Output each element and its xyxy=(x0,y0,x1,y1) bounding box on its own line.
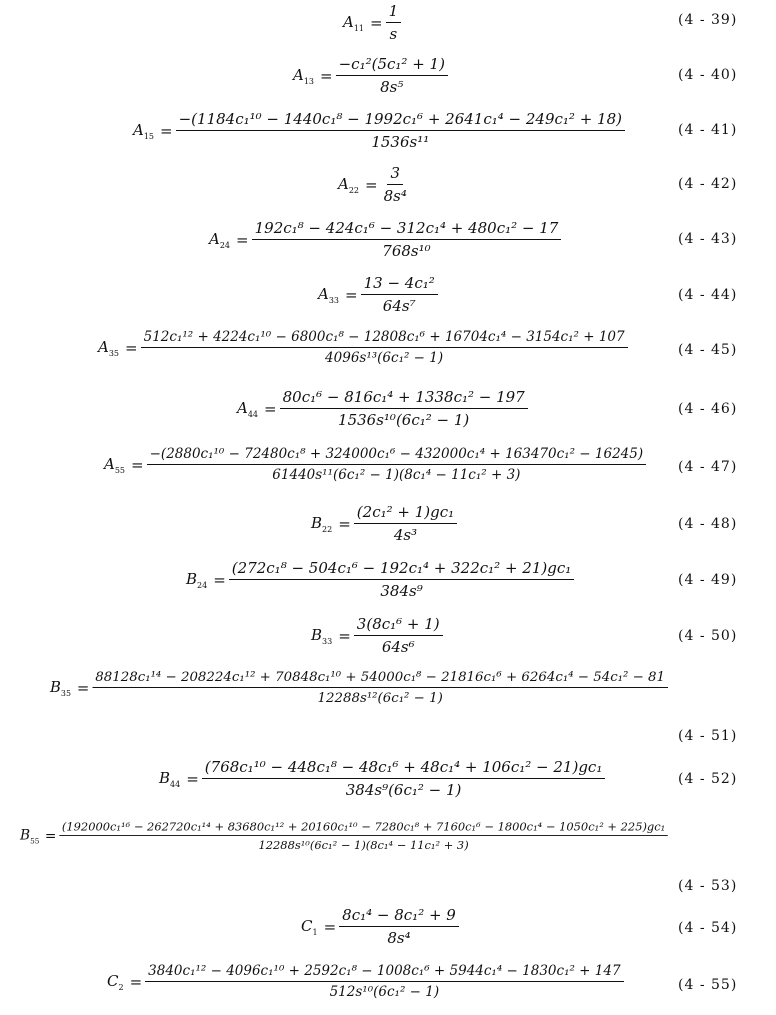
lhs-subscript: 44 xyxy=(170,779,181,789)
fraction-numerator: 88128c₁¹⁴ − 208224c₁¹² + 70848c₁¹⁰ + 54000c₁⁸ − 21816c₁⁶ + 6264c₁⁴ − 54c₁² − 81 xyxy=(92,669,668,688)
lhs-subscript: 24 xyxy=(197,580,208,590)
fraction-numerator: −c₁²(5c₁² + 1) xyxy=(336,55,448,76)
fraction-numerator: 13 − 4c₁² xyxy=(361,274,438,295)
lhs-subscript: 24 xyxy=(219,240,231,250)
fraction-numerator: 8c₁⁴ − 8c₁² + 9 xyxy=(339,906,459,927)
equals-sign: = xyxy=(320,66,333,85)
equation-lhs xyxy=(338,175,359,195)
fraction xyxy=(381,164,410,205)
fraction xyxy=(339,906,459,947)
equals-sign: = xyxy=(338,514,351,533)
equation-number: (4 - 50) xyxy=(678,628,738,644)
fraction-numerator: −(2880c₁¹⁰ − 72480c₁⁸ + 324000c₁⁶ − 432000c₁⁴ + 163470c₁² − 16245) xyxy=(147,446,647,465)
equation-lhs xyxy=(98,338,119,358)
lhs-subscript: 11 xyxy=(353,23,365,33)
lhs-symbol: A xyxy=(104,454,115,473)
equation-number: (4 - 52) xyxy=(678,771,738,787)
lhs-subscript: 35 xyxy=(108,348,120,358)
equation-number: (4 - 49) xyxy=(678,572,738,588)
fraction-numerator: (768c₁¹⁰ − 448c₁⁸ − 48c₁⁶ + 48c₁⁴ + 106c₁² − 21)gc₁ xyxy=(202,758,606,779)
fraction-numerator: 80c₁⁶ − 816c₁⁴ + 1338c₁² − 197 xyxy=(280,388,528,409)
fraction-denominator: 12288s¹⁰(6c₁² − 1)(8c₁⁴ − 11c₁² + 3) xyxy=(258,837,469,852)
fraction-numerator: (272c₁⁸ − 504c₁⁶ − 192c₁⁴ + 322c₁² + 21)gc₁ xyxy=(229,559,574,580)
lhs-symbol: B xyxy=(50,677,61,696)
equation-lhs xyxy=(133,121,154,141)
fraction xyxy=(361,274,438,315)
lhs-symbol: B xyxy=(311,625,323,644)
lhs-symbol: A xyxy=(343,12,354,31)
lhs-subscript: 33 xyxy=(328,295,340,305)
fraction-denominator: 768s¹⁰ xyxy=(382,242,431,260)
equation-lhs xyxy=(237,399,258,419)
equation-number: (4 - 44) xyxy=(678,287,738,303)
lhs-symbol: B xyxy=(159,768,171,787)
equation-body xyxy=(311,503,457,544)
fraction xyxy=(229,559,574,600)
fraction-numerator: 3 xyxy=(387,164,403,185)
equation-lhs xyxy=(311,626,332,646)
equation-number: (4 - 39) xyxy=(678,12,738,28)
equation-body xyxy=(104,446,646,483)
fraction-denominator: 8s⁴ xyxy=(387,929,411,947)
equation-lhs xyxy=(293,66,314,86)
fraction-denominator: 384s⁹(6c₁² − 1) xyxy=(345,781,462,799)
equation-body xyxy=(133,110,625,151)
lhs-subscript: 35 xyxy=(60,688,71,698)
lhs-symbol: C xyxy=(107,971,119,990)
fraction xyxy=(386,2,402,43)
fraction-denominator: 64s⁶ xyxy=(381,638,415,656)
equals-sign: = xyxy=(44,827,57,844)
fraction xyxy=(336,55,448,96)
lhs-subscript: 55 xyxy=(30,836,40,845)
fraction-denominator: 61440s¹¹(6c₁² − 1)(8c₁⁴ − 11c₁² + 3) xyxy=(272,467,521,483)
equation-number: (4 - 53) xyxy=(678,878,738,894)
lhs-subscript: 33 xyxy=(322,636,333,646)
fraction xyxy=(280,388,528,429)
equals-sign: = xyxy=(160,121,173,140)
fraction-numerator: 3(8c₁⁶ + 1) xyxy=(354,615,443,636)
equation-number: (4 - 54) xyxy=(678,920,738,936)
equation-lhs xyxy=(20,826,39,844)
equation-body xyxy=(311,615,443,656)
equation-number: (4 - 41) xyxy=(678,122,738,138)
equation-body xyxy=(107,963,624,1000)
fraction-denominator: 512s¹⁰(6c₁² − 1) xyxy=(329,984,440,1000)
fraction-numerator: 192c₁⁸ − 424c₁⁶ − 312c₁⁴ + 480c₁² − 17 xyxy=(252,219,562,240)
equals-sign: = xyxy=(131,455,144,474)
equals-sign: = xyxy=(370,13,383,32)
equation-body xyxy=(318,274,438,315)
equation-lhs xyxy=(209,230,230,250)
equals-sign: = xyxy=(213,570,226,589)
lhs-subscript: 13 xyxy=(303,76,315,86)
fraction-denominator: 8s⁵ xyxy=(380,78,404,96)
equation-number: (4 - 47) xyxy=(678,459,738,475)
fraction-numerator: −(1184c₁¹⁰ − 1440c₁⁸ − 1992c₁⁶ + 2641c₁⁴ − 249c₁² + 18) xyxy=(176,110,625,131)
equals-sign: = xyxy=(129,972,143,991)
fraction xyxy=(202,758,606,799)
equals-sign: = xyxy=(76,678,90,697)
lhs-symbol: B xyxy=(186,569,198,588)
lhs-symbol: A xyxy=(133,120,144,139)
fraction-numerator: 1 xyxy=(386,2,402,23)
lhs-symbol: A xyxy=(338,174,349,193)
equals-sign: = xyxy=(365,175,378,194)
fraction xyxy=(252,219,562,260)
fraction-denominator: 384s⁹ xyxy=(380,582,423,600)
equation-number: (4 - 45) xyxy=(678,342,738,358)
lhs-subscript: 22 xyxy=(348,185,360,195)
fraction-numerator: 3840c₁¹² − 4096c₁¹⁰ + 2592c₁⁸ − 1008c₁⁶ + 5944c₁⁴ − 1830c₁² + 147 xyxy=(145,963,623,982)
lhs-symbol: B xyxy=(20,826,31,843)
equation-lhs xyxy=(50,678,71,698)
fraction xyxy=(176,110,625,151)
lhs-symbol: A xyxy=(98,337,109,356)
fraction xyxy=(147,446,647,483)
fraction-denominator: 1536s¹¹ xyxy=(371,133,430,151)
equation-body xyxy=(98,329,628,366)
fraction-denominator: s xyxy=(389,25,398,43)
equation-body xyxy=(237,388,528,429)
equation-lhs xyxy=(311,514,332,534)
equation-lhs xyxy=(343,13,364,33)
lhs-symbol: A xyxy=(293,65,304,84)
equation-number: (4 - 43) xyxy=(678,231,738,247)
equation-body xyxy=(293,55,448,96)
equation-body xyxy=(338,164,410,205)
lhs-symbol: A xyxy=(318,284,329,303)
lhs-symbol: A xyxy=(237,398,248,417)
fraction-denominator: 64s⁷ xyxy=(382,297,416,315)
lhs-symbol: B xyxy=(311,513,323,532)
equation-lhs xyxy=(318,285,339,305)
lhs-subscript: 1 xyxy=(312,927,318,937)
equation-lhs xyxy=(104,455,125,475)
equation-lhs xyxy=(186,570,207,590)
equation-body xyxy=(159,758,605,799)
lhs-symbol: A xyxy=(209,229,220,248)
fraction xyxy=(354,503,457,544)
fraction xyxy=(141,329,628,366)
equation-number: (4 - 46) xyxy=(678,401,738,417)
lhs-subscript: 15 xyxy=(143,131,155,141)
fraction-numerator: 512c₁¹² + 4224c₁¹⁰ − 6800c₁⁸ − 12808c₁⁶ + 16704c₁⁴ − 3154c₁² + 107 xyxy=(141,329,628,348)
equals-sign: = xyxy=(264,399,277,418)
fraction xyxy=(59,819,668,851)
equals-sign: = xyxy=(338,626,351,645)
equation-lhs xyxy=(301,917,318,937)
equation-body xyxy=(301,906,459,947)
lhs-subscript: 55 xyxy=(114,465,126,475)
lhs-subscript: 2 xyxy=(118,982,124,992)
equation-number: (4 - 51) xyxy=(678,728,738,744)
equation-body xyxy=(50,669,668,706)
equals-sign: = xyxy=(125,338,138,357)
equation-body xyxy=(186,559,574,600)
equation-body xyxy=(209,219,561,260)
lhs-subscript: 44 xyxy=(247,409,259,419)
fraction-denominator: 8s⁴ xyxy=(383,187,407,205)
lhs-subscript: 22 xyxy=(322,524,333,534)
equation-lhs xyxy=(159,769,180,789)
equation-number: (4 - 55) xyxy=(678,977,738,993)
equation-body xyxy=(20,819,668,851)
fraction-numerator: (192000c₁¹⁶ − 262720c₁¹⁴ + 83680c₁¹² + 20160c₁¹⁰ − 7280c₁⁸ + 7160c₁⁶ − 1800c₁⁴ − 1050c₁² + 225)gc₁ xyxy=(59,819,668,835)
equation-number: (4 - 42) xyxy=(678,176,738,192)
fraction-denominator: 12288s¹²(6c₁² − 1) xyxy=(317,689,443,706)
equals-sign: = xyxy=(323,917,337,936)
fraction xyxy=(92,669,668,706)
equals-sign: = xyxy=(236,230,249,249)
lhs-symbol: C xyxy=(301,916,313,935)
fraction-numerator: (2c₁² + 1)gc₁ xyxy=(354,503,457,524)
fraction xyxy=(354,615,443,656)
fraction-denominator: 1536s¹⁰(6c₁² − 1) xyxy=(338,411,470,429)
equation-body xyxy=(343,2,401,43)
fraction xyxy=(145,963,623,1000)
equation-lhs xyxy=(107,972,124,992)
equation-number: (4 - 40) xyxy=(678,67,738,83)
equals-sign: = xyxy=(345,285,358,304)
equals-sign: = xyxy=(186,769,199,788)
fraction-denominator: 4s³ xyxy=(393,526,418,544)
fraction-denominator: 4096s¹³(6c₁² − 1) xyxy=(325,350,444,366)
equation-number: (4 - 48) xyxy=(678,516,738,532)
